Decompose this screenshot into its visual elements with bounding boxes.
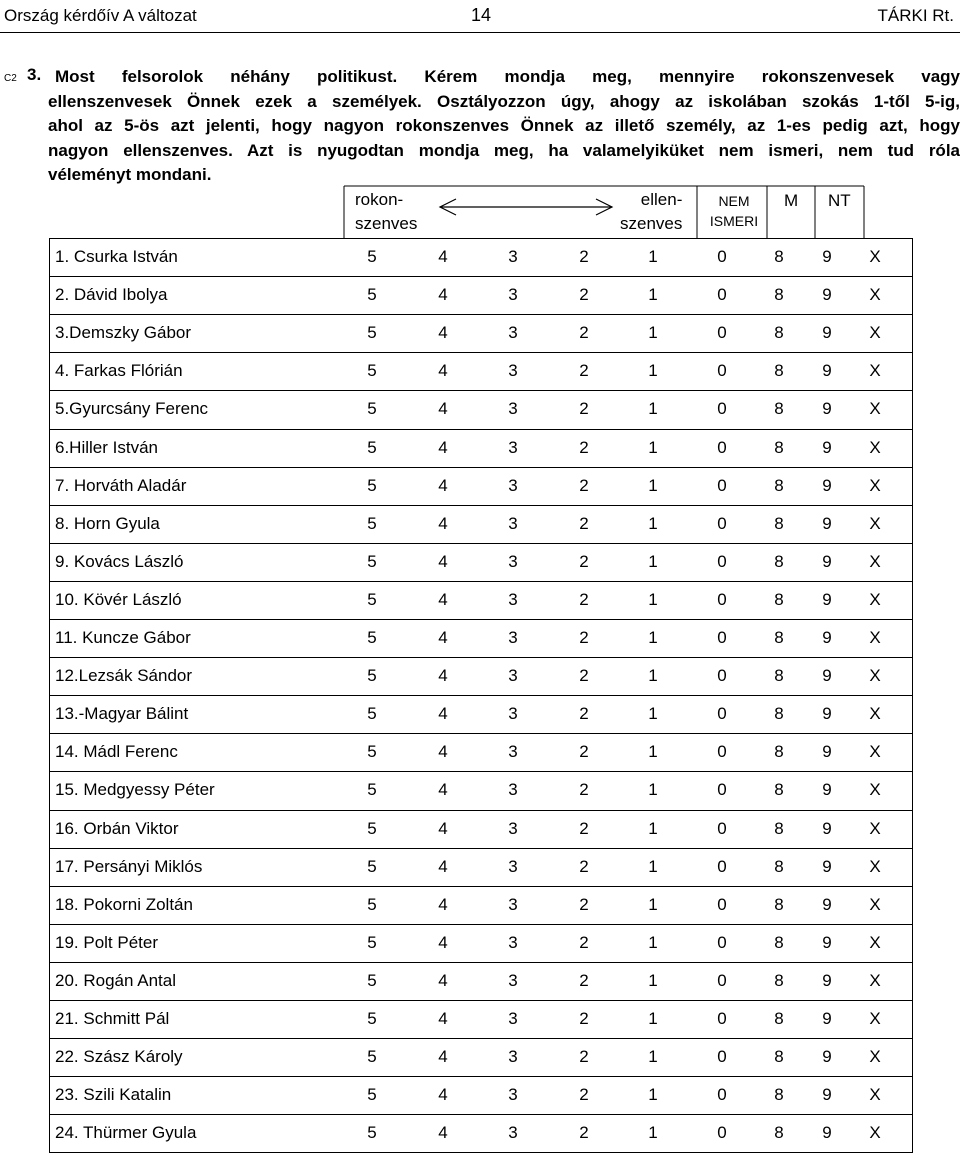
rating-option-5[interactable]: 5 — [367, 590, 377, 609]
rating-option-0[interactable]: 0 — [717, 628, 727, 647]
politician-name: 24. Thürmer Gyula — [55, 1123, 197, 1142]
rating-option-9[interactable]: 9 — [822, 590, 832, 609]
politician-name: 15. Medgyessy Péter — [55, 780, 215, 799]
rating-option-X[interactable]: X — [869, 552, 881, 571]
table-row — [49, 276, 913, 314]
table-row — [49, 771, 913, 809]
rating-option-8[interactable]: 8 — [774, 285, 784, 304]
rating-option-X[interactable]: X — [869, 323, 881, 342]
rating-option-8[interactable]: 8 — [774, 514, 784, 533]
rating-option-X[interactable]: X — [869, 628, 881, 647]
scale-label-negative-line2: szenves — [620, 214, 683, 233]
rating-option-8[interactable]: 8 — [774, 780, 784, 799]
rating-option-2[interactable]: 2 — [579, 1047, 589, 1066]
rating-option-5[interactable]: 5 — [367, 1123, 377, 1142]
table-row — [49, 924, 913, 962]
rating-option-8[interactable]: 8 — [774, 1009, 784, 1028]
rating-option-3[interactable]: 3 — [508, 742, 518, 761]
rating-option-4[interactable]: 4 — [438, 780, 448, 799]
rating-option-0[interactable]: 0 — [717, 666, 727, 685]
rating-option-0[interactable]: 0 — [717, 399, 727, 418]
rating-option-0[interactable]: 0 — [717, 552, 727, 571]
rating-option-8[interactable]: 8 — [774, 399, 784, 418]
rating-option-3[interactable]: 3 — [508, 1085, 518, 1104]
rating-option-4[interactable]: 4 — [438, 1085, 448, 1104]
rating-option-8[interactable]: 8 — [774, 552, 784, 571]
rating-option-8[interactable]: 8 — [774, 895, 784, 914]
rating-option-5[interactable]: 5 — [367, 933, 377, 952]
rating-option-0[interactable]: 0 — [717, 514, 727, 533]
rating-option-X[interactable]: X — [869, 857, 881, 876]
rating-option-2[interactable]: 2 — [579, 971, 589, 990]
rating-option-2[interactable]: 2 — [579, 247, 589, 266]
rating-option-2[interactable]: 2 — [579, 285, 589, 304]
rating-option-9[interactable]: 9 — [822, 438, 832, 457]
rating-option-5[interactable]: 5 — [367, 476, 377, 495]
scale-label-negative — [620, 188, 682, 236]
rating-option-9[interactable]: 9 — [822, 285, 832, 304]
rating-option-4[interactable]: 4 — [438, 1047, 448, 1066]
politician-name: 18. Pokorni Zoltán — [55, 895, 193, 914]
rating-option-5[interactable]: 5 — [367, 1085, 377, 1104]
rating-option-2[interactable]: 2 — [579, 895, 589, 914]
rating-option-1[interactable]: 1 — [648, 628, 658, 647]
table-row — [49, 962, 913, 1000]
rating-option-1[interactable]: 1 — [648, 438, 658, 457]
rating-option-9[interactable]: 9 — [822, 666, 832, 685]
scale-label-m: M — [784, 191, 799, 210]
rating-option-3[interactable]: 3 — [508, 399, 518, 418]
rating-option-X[interactable]: X — [869, 1123, 881, 1142]
rating-option-X[interactable]: X — [869, 1085, 881, 1104]
rating-option-1[interactable]: 1 — [648, 323, 658, 342]
rating-option-3[interactable]: 3 — [508, 476, 518, 495]
rating-option-X[interactable]: X — [869, 704, 881, 723]
rating-option-4[interactable]: 4 — [438, 1123, 448, 1142]
rating-option-3[interactable]: 3 — [508, 895, 518, 914]
rating-option-4[interactable]: 4 — [438, 399, 448, 418]
rating-option-0[interactable]: 0 — [717, 933, 727, 952]
table-row — [49, 848, 913, 886]
politician-name: 13.-Magyar Bálint — [55, 704, 189, 723]
rating-option-9[interactable]: 9 — [822, 819, 832, 838]
rating-option-2[interactable]: 2 — [579, 704, 589, 723]
table-row — [49, 581, 913, 619]
table-row — [49, 1114, 913, 1152]
rating-option-8[interactable]: 8 — [774, 323, 784, 342]
rating-option-3[interactable]: 3 — [508, 704, 518, 723]
rating-option-9[interactable]: 9 — [822, 1009, 832, 1028]
rating-option-2[interactable]: 2 — [579, 819, 589, 838]
politician-name: 3.Demszky Gábor — [55, 323, 192, 342]
rating-option-8[interactable]: 8 — [774, 704, 784, 723]
rating-option-4[interactable]: 4 — [438, 590, 448, 609]
politician-name: 4. Farkas Flórián — [55, 361, 183, 380]
rating-option-3[interactable]: 3 — [508, 438, 518, 457]
rating-option-0[interactable]: 0 — [717, 247, 727, 266]
rating-option-4[interactable]: 4 — [438, 742, 448, 761]
question-line: Most felsorolok néhány politikust. Kérem mondja meg, mennyire rokonszenvesek vagy — [55, 67, 960, 86]
scale-label-positive-line2: szenves — [355, 214, 418, 233]
rating-option-5[interactable]: 5 — [367, 628, 377, 647]
rating-option-8[interactable]: 8 — [774, 857, 784, 876]
rating-option-4[interactable]: 4 — [438, 819, 448, 838]
rating-option-2[interactable]: 2 — [579, 628, 589, 647]
rating-option-9[interactable]: 9 — [822, 933, 832, 952]
question-line: véleményt mondani. — [48, 165, 212, 184]
rating-option-5[interactable]: 5 — [367, 285, 377, 304]
rating-option-5[interactable]: 5 — [367, 780, 377, 799]
rating-option-5[interactable]: 5 — [367, 514, 377, 533]
rating-option-3[interactable]: 3 — [508, 590, 518, 609]
rating-option-0[interactable]: 0 — [717, 742, 727, 761]
politician-name: 1. Csurka István — [55, 247, 178, 266]
header-divider — [0, 32, 960, 33]
rating-option-1[interactable]: 1 — [648, 590, 658, 609]
rating-option-9[interactable]: 9 — [822, 1047, 832, 1066]
rating-option-9[interactable]: 9 — [822, 895, 832, 914]
rating-option-0[interactable]: 0 — [717, 323, 727, 342]
rating-option-4[interactable]: 4 — [438, 971, 448, 990]
rating-option-3[interactable]: 3 — [508, 1123, 518, 1142]
rating-option-8[interactable]: 8 — [774, 438, 784, 457]
rating-option-X[interactable]: X — [869, 399, 881, 418]
rating-option-4[interactable]: 4 — [438, 1009, 448, 1028]
rating-option-1[interactable]: 1 — [648, 895, 658, 914]
rating-option-0[interactable]: 0 — [717, 780, 727, 799]
rating-option-0[interactable]: 0 — [717, 857, 727, 876]
rating-option-0[interactable]: 0 — [717, 285, 727, 304]
rating-option-4[interactable]: 4 — [438, 438, 448, 457]
rating-option-0[interactable]: 0 — [717, 361, 727, 380]
rating-option-3[interactable]: 3 — [508, 514, 518, 533]
rating-option-3[interactable]: 3 — [508, 361, 518, 380]
rating-option-4[interactable]: 4 — [438, 628, 448, 647]
rating-option-2[interactable]: 2 — [579, 1123, 589, 1142]
rating-option-3[interactable]: 3 — [508, 1009, 518, 1028]
rating-option-9[interactable]: 9 — [822, 780, 832, 799]
rating-option-9[interactable]: 9 — [822, 1085, 832, 1104]
table-row — [49, 695, 913, 733]
scale-label-positive — [355, 188, 417, 236]
rating-option-9[interactable]: 9 — [822, 514, 832, 533]
rating-option-8[interactable]: 8 — [774, 819, 784, 838]
scale-label-unknown — [708, 191, 760, 231]
question-number: 3. — [27, 65, 42, 84]
table-row — [49, 352, 913, 390]
politician-name: 8. Horn Gyula — [55, 514, 160, 533]
rating-option-5[interactable]: 5 — [367, 247, 377, 266]
rating-option-1[interactable]: 1 — [648, 1085, 658, 1104]
rating-option-4[interactable]: 4 — [438, 361, 448, 380]
rating-option-2[interactable]: 2 — [579, 552, 589, 571]
rating-option-0[interactable]: 0 — [717, 1009, 727, 1028]
rating-option-1[interactable]: 1 — [648, 666, 658, 685]
scale-label-unknown-line1: NEM — [718, 193, 750, 209]
rating-option-2[interactable]: 2 — [579, 323, 589, 342]
rating-option-0[interactable]: 0 — [717, 704, 727, 723]
rating-option-9[interactable]: 9 — [822, 552, 832, 571]
scale-label-nt: NT — [828, 191, 851, 210]
rating-option-5[interactable]: 5 — [367, 895, 377, 914]
rating-option-4[interactable]: 4 — [438, 247, 448, 266]
rating-option-3[interactable]: 3 — [508, 247, 518, 266]
rating-option-X[interactable]: X — [869, 742, 881, 761]
rating-option-1[interactable]: 1 — [648, 742, 658, 761]
rating-option-9[interactable]: 9 — [822, 628, 832, 647]
rating-option-9[interactable]: 9 — [822, 1123, 832, 1142]
rating-option-5[interactable]: 5 — [367, 971, 377, 990]
table-row — [49, 619, 913, 657]
rating-option-9[interactable]: 9 — [822, 247, 832, 266]
rating-option-X[interactable]: X — [869, 438, 881, 457]
table-row — [49, 314, 913, 352]
table-row — [49, 810, 913, 848]
rating-option-4[interactable]: 4 — [438, 323, 448, 342]
rating-option-1[interactable]: 1 — [648, 514, 658, 533]
question-line: ellenszenvesek Önnek ezek a személyek. Osztályozzon úgy, ahogy az iskolában szokás 1-től 5-ig, — [48, 91, 960, 111]
table-row — [49, 733, 913, 771]
rating-option-5[interactable]: 5 — [367, 552, 377, 571]
rating-option-8[interactable]: 8 — [774, 247, 784, 266]
scale-label-negative-line1: ellen- — [640, 190, 683, 209]
rating-option-8[interactable]: 8 — [774, 628, 784, 647]
rating-option-X[interactable]: X — [869, 819, 881, 838]
rating-option-9[interactable]: 9 — [822, 742, 832, 761]
politician-name: 12.Lezsák Sándor — [55, 666, 193, 685]
rating-option-8[interactable]: 8 — [774, 476, 784, 495]
page-header — [0, 0, 960, 30]
rating-option-8[interactable]: 8 — [774, 933, 784, 952]
politician-name: 21. Schmitt Pál — [55, 1009, 170, 1028]
rating-option-3[interactable]: 3 — [508, 323, 518, 342]
rating-option-X[interactable]: X — [869, 895, 881, 914]
rating-option-0[interactable]: 0 — [717, 895, 727, 914]
rating-option-5[interactable]: 5 — [367, 1009, 377, 1028]
politician-name: 23. Szili Katalin — [55, 1085, 172, 1104]
table-row — [49, 429, 913, 467]
table-row — [49, 238, 913, 276]
rating-option-1[interactable]: 1 — [648, 1123, 658, 1142]
rating-option-9[interactable]: 9 — [822, 361, 832, 380]
rating-option-8[interactable]: 8 — [774, 1085, 784, 1104]
question-text — [48, 65, 960, 188]
rating-option-1[interactable]: 1 — [648, 247, 658, 266]
rating-option-X[interactable]: X — [869, 1047, 881, 1066]
rating-option-1[interactable]: 1 — [648, 476, 658, 495]
rating-option-3[interactable]: 3 — [508, 628, 518, 647]
rating-option-8[interactable]: 8 — [774, 1123, 784, 1142]
rating-option-4[interactable]: 4 — [438, 895, 448, 914]
rating-option-X[interactable]: X — [869, 666, 881, 685]
rating-option-0[interactable]: 0 — [717, 476, 727, 495]
rating-option-5[interactable]: 5 — [367, 399, 377, 418]
question-code: C2 — [4, 73, 17, 84]
rating-option-1[interactable]: 1 — [648, 780, 658, 799]
politician-name: 10. Kövér László — [55, 590, 182, 609]
rating-option-0[interactable]: 0 — [717, 971, 727, 990]
rating-option-3[interactable]: 3 — [508, 1047, 518, 1066]
scale-label-positive-line1: rokon- — [355, 190, 404, 209]
rating-option-1[interactable]: 1 — [648, 1047, 658, 1066]
rating-option-9[interactable]: 9 — [822, 323, 832, 342]
rating-option-5[interactable]: 5 — [367, 1047, 377, 1066]
rating-option-4[interactable]: 4 — [438, 857, 448, 876]
rating-option-3[interactable]: 3 — [508, 933, 518, 952]
rating-option-2[interactable]: 2 — [579, 666, 589, 685]
table-row — [49, 886, 913, 924]
rating-option-4[interactable]: 4 — [438, 476, 448, 495]
rating-option-4[interactable]: 4 — [438, 285, 448, 304]
politician-name: 9. Kovács László — [55, 552, 184, 571]
rating-option-9[interactable]: 9 — [822, 399, 832, 418]
rating-option-0[interactable]: 0 — [717, 1085, 727, 1104]
rating-option-2[interactable]: 2 — [579, 1085, 589, 1104]
table-row — [49, 657, 913, 695]
rating-option-2[interactable]: 2 — [579, 857, 589, 876]
table-row — [49, 467, 913, 505]
rating-option-2[interactable]: 2 — [579, 780, 589, 799]
politician-name: 5.Gyurcsány Ferenc — [55, 399, 209, 418]
rating-option-0[interactable]: 0 — [717, 590, 727, 609]
rating-option-5[interactable]: 5 — [367, 857, 377, 876]
rating-option-3[interactable]: 3 — [508, 819, 518, 838]
rating-option-1[interactable]: 1 — [648, 704, 658, 723]
rating-option-2[interactable]: 2 — [579, 1009, 589, 1028]
table-row — [49, 1076, 913, 1114]
rating-option-X[interactable]: X — [869, 476, 881, 495]
rating-option-3[interactable]: 3 — [508, 857, 518, 876]
politician-name: 6.Hiller István — [55, 438, 158, 457]
rating-option-4[interactable]: 4 — [438, 552, 448, 571]
table-row — [49, 543, 913, 581]
rating-option-X[interactable]: X — [869, 780, 881, 799]
rating-option-2[interactable]: 2 — [579, 361, 589, 380]
rating-option-3[interactable]: 3 — [508, 971, 518, 990]
question-line: nagyon ellenszenves. Azt is nyugodtan mondja meg, ha valamelyiküket nem ismeri, nem tud róla — [48, 140, 960, 160]
rating-option-5[interactable]: 5 — [367, 438, 377, 457]
rating-option-1[interactable]: 1 — [648, 819, 658, 838]
rating-option-1[interactable]: 1 — [648, 933, 658, 952]
rating-option-9[interactable]: 9 — [822, 857, 832, 876]
politician-name: 2. Dávid Ibolya — [55, 285, 168, 304]
rating-option-1[interactable]: 1 — [648, 552, 658, 571]
rating-option-1[interactable]: 1 — [648, 1009, 658, 1028]
rating-option-1[interactable]: 1 — [648, 285, 658, 304]
rating-option-3[interactable]: 3 — [508, 552, 518, 571]
rating-option-3[interactable]: 3 — [508, 285, 518, 304]
rating-option-5[interactable]: 5 — [367, 704, 377, 723]
rating-option-X[interactable]: X — [869, 285, 881, 304]
rating-option-8[interactable]: 8 — [774, 666, 784, 685]
rating-option-9[interactable]: 9 — [822, 476, 832, 495]
rating-option-9[interactable]: 9 — [822, 971, 832, 990]
scale-label-unknown-line2: ISMERI — [709, 213, 759, 229]
rating-option-8[interactable]: 8 — [774, 1047, 784, 1066]
table-row — [49, 1038, 913, 1076]
rating-option-2[interactable]: 2 — [579, 514, 589, 533]
rating-option-9[interactable]: 9 — [822, 704, 832, 723]
header-survey-title: Ország kérdőív A változat — [4, 6, 197, 25]
rating-option-5[interactable]: 5 — [367, 742, 377, 761]
rating-option-1[interactable]: 1 — [648, 399, 658, 418]
question-line: ahol az 5-ös azt jelenti, hogy nagyon rokonszenves Önnek az illető személy, az 1-es pedig azt, hogy — [48, 116, 960, 135]
rating-option-8[interactable]: 8 — [774, 361, 784, 380]
politician-name: 11. Kuncze Gábor — [55, 628, 191, 647]
rating-option-3[interactable]: 3 — [508, 666, 518, 685]
rating-option-4[interactable]: 4 — [438, 704, 448, 723]
rating-option-2[interactable]: 2 — [579, 742, 589, 761]
rating-option-1[interactable]: 1 — [648, 857, 658, 876]
scale-double-arrow-icon — [436, 196, 616, 218]
rating-option-5[interactable]: 5 — [367, 361, 377, 380]
rating-option-3[interactable]: 3 — [508, 780, 518, 799]
rating-option-0[interactable]: 0 — [717, 1047, 727, 1066]
politician-name: 16. Orbán Viktor — [55, 819, 179, 838]
rating-option-5[interactable]: 5 — [367, 819, 377, 838]
header-page-number: 14 — [471, 5, 492, 25]
politician-name: 17. Persányi Miklós — [55, 857, 203, 876]
rating-option-2[interactable]: 2 — [579, 476, 589, 495]
rating-option-5[interactable]: 5 — [367, 666, 377, 685]
rating-option-8[interactable]: 8 — [774, 742, 784, 761]
rating-option-1[interactable]: 1 — [648, 971, 658, 990]
rating-option-0[interactable]: 0 — [717, 438, 727, 457]
politician-name: 22. Szász Károly — [55, 1047, 183, 1066]
rating-option-X[interactable]: X — [869, 1009, 881, 1028]
rating-option-4[interactable]: 4 — [438, 514, 448, 533]
politician-name: 14. Mádl Ferenc — [55, 742, 178, 761]
politician-name: 19. Polt Péter — [55, 933, 159, 952]
politician-name: 20. Rogán Antal — [55, 971, 176, 990]
header-organization: TÁRKI Rt. — [877, 6, 954, 25]
rating-option-X[interactable]: X — [869, 361, 881, 380]
rating-option-0[interactable]: 0 — [717, 1123, 727, 1142]
rating-option-X[interactable]: X — [869, 933, 881, 952]
rating-option-2[interactable]: 2 — [579, 590, 589, 609]
rating-option-X[interactable]: X — [869, 590, 881, 609]
rating-option-0[interactable]: 0 — [717, 819, 727, 838]
rating-option-8[interactable]: 8 — [774, 971, 784, 990]
rating-option-5[interactable]: 5 — [367, 323, 377, 342]
rating-option-4[interactable]: 4 — [438, 933, 448, 952]
table-row — [49, 505, 913, 543]
politician-name: 7. Horváth Aladár — [55, 476, 187, 495]
rating-option-1[interactable]: 1 — [648, 361, 658, 380]
table-row — [49, 1000, 913, 1038]
rating-option-X[interactable]: X — [869, 247, 881, 266]
rating-option-8[interactable]: 8 — [774, 590, 784, 609]
rating-option-4[interactable]: 4 — [438, 666, 448, 685]
rating-option-2[interactable]: 2 — [579, 399, 589, 418]
rating-option-X[interactable]: X — [869, 514, 881, 533]
table-row — [49, 390, 913, 428]
rating-option-2[interactable]: 2 — [579, 933, 589, 952]
rating-option-X[interactable]: X — [869, 971, 881, 990]
rating-option-2[interactable]: 2 — [579, 438, 589, 457]
